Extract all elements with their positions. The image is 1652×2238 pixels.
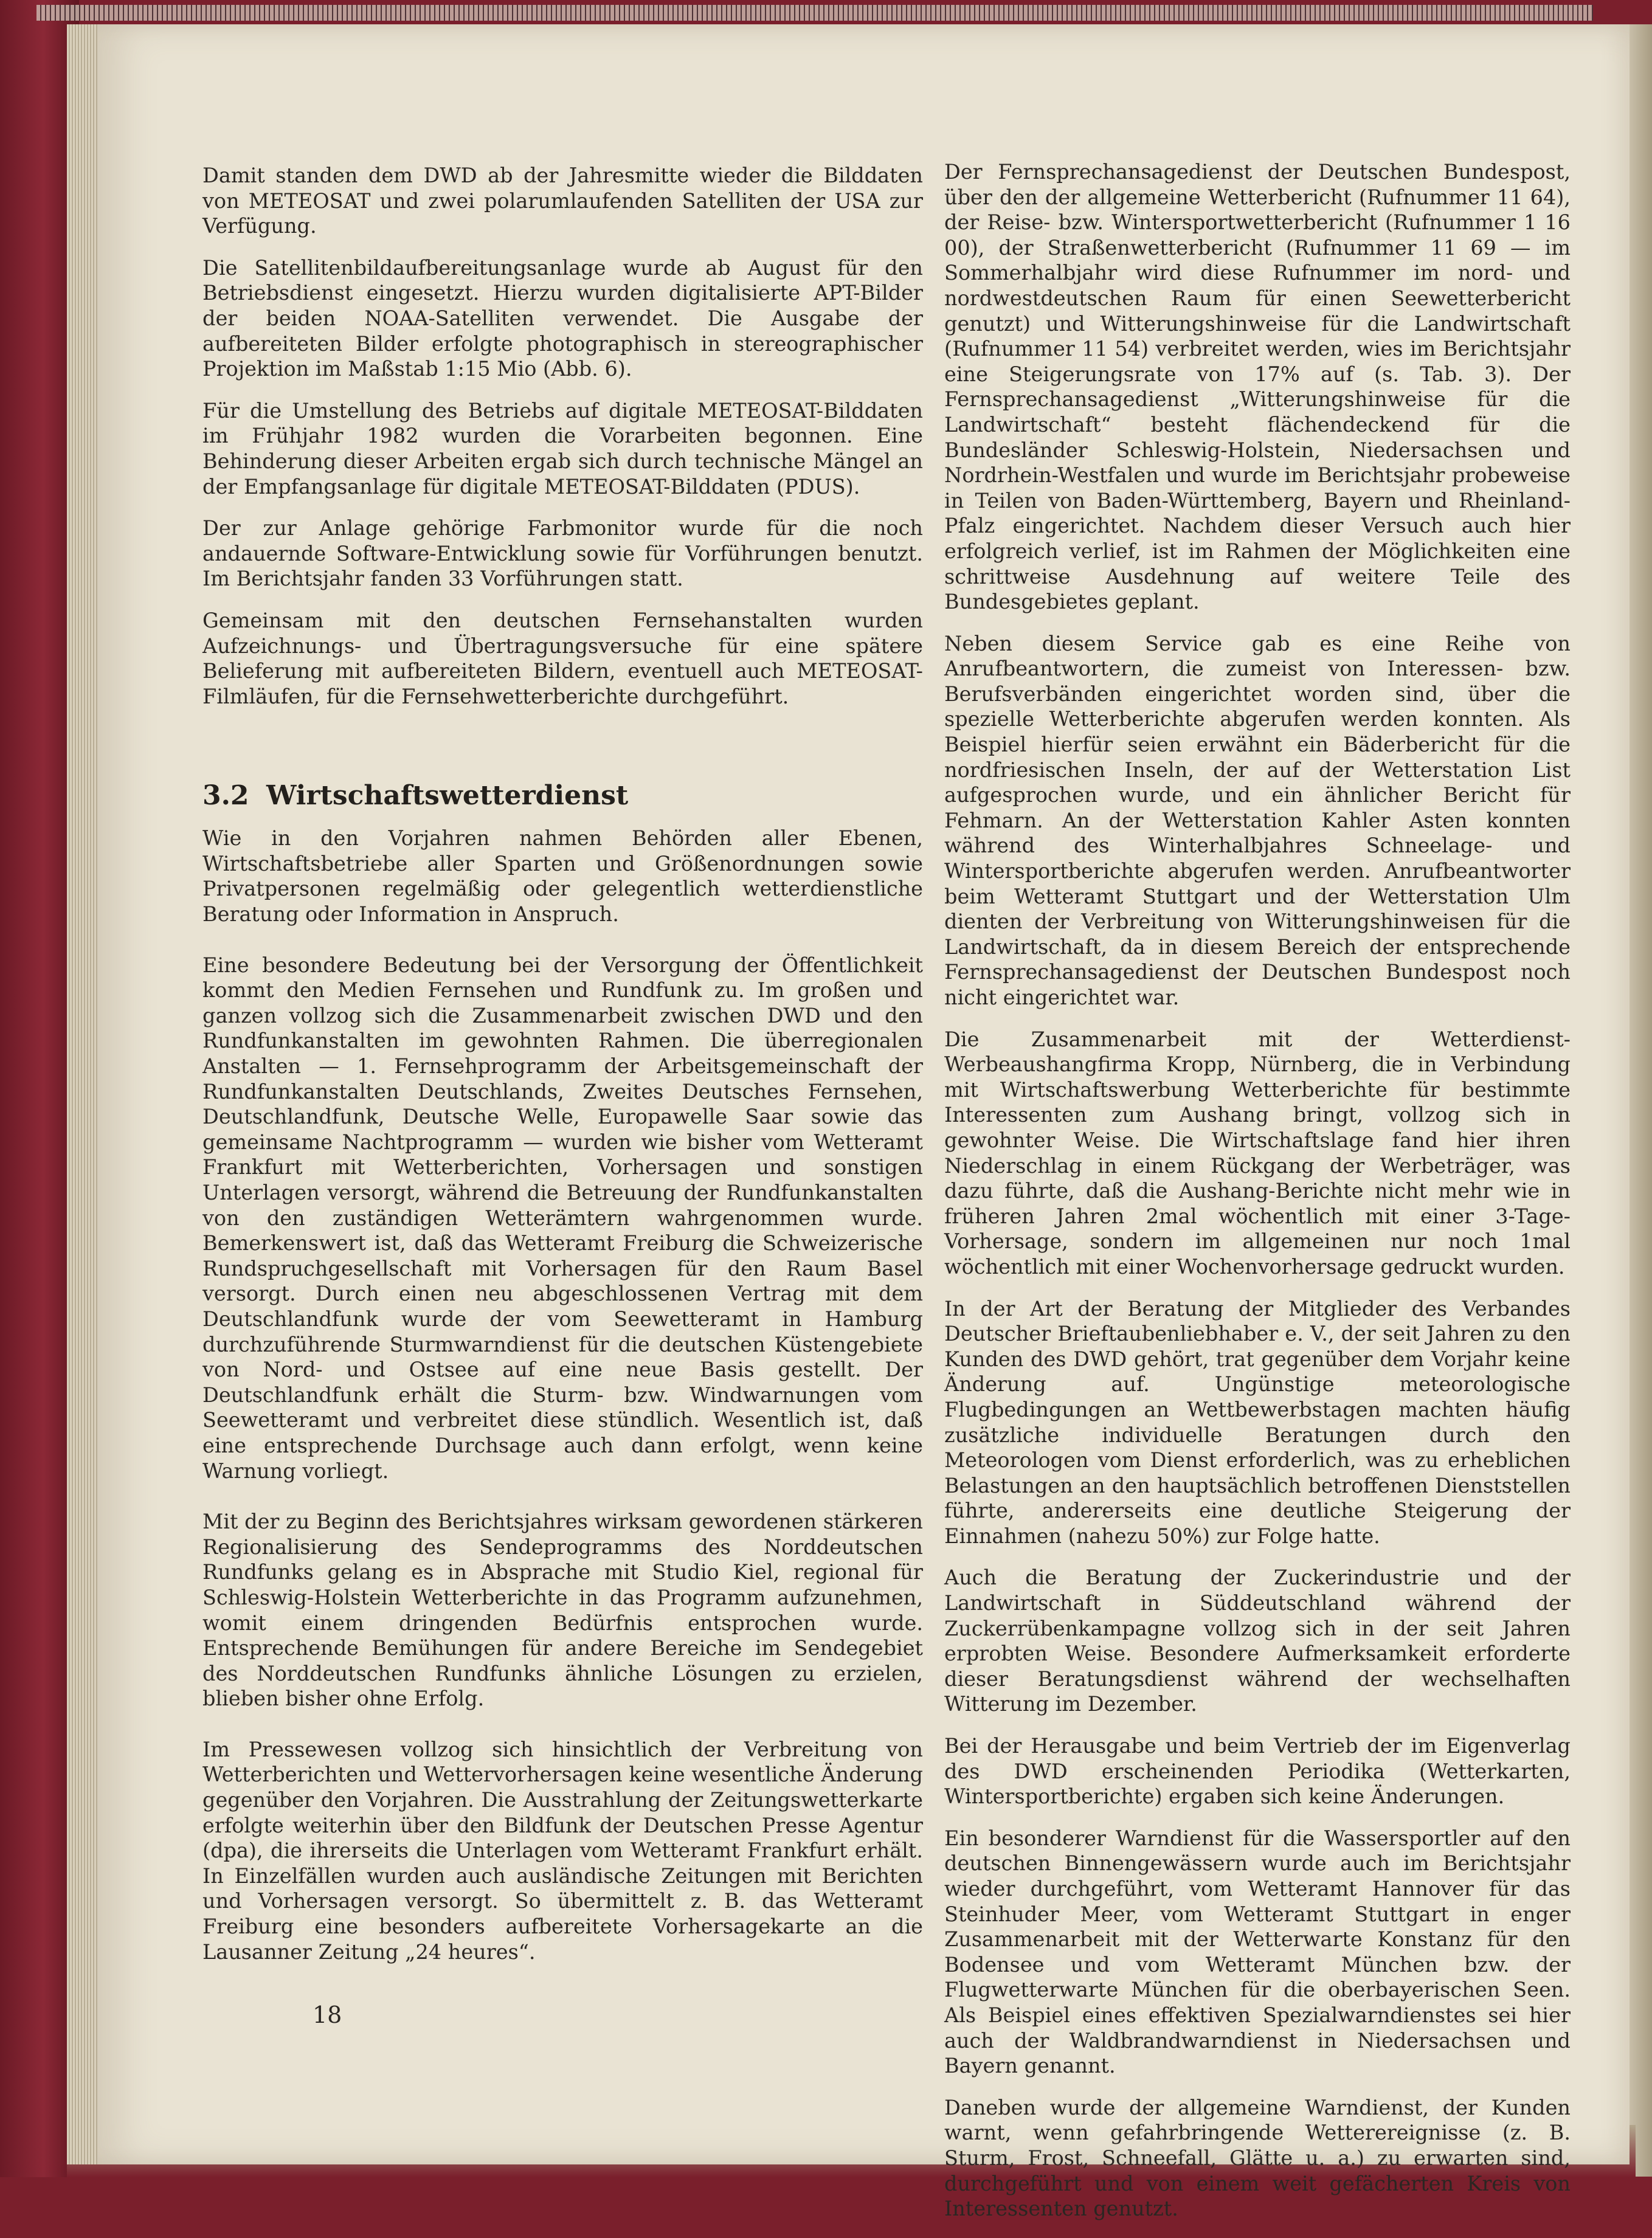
paragraph: Wie in den Vorjahren nahmen Behörden aller Ebenen, Wirtschaftsbetriebe aller Sparten und Größenordnungen sowie Privatpersonen regelmäßig oder gelegentlich wetterdienstliche Beratung oder Information in Anspruch. (202, 826, 923, 927)
paragraph: Die Zusammenarbeit mit der Wetterdienst-Werbeaushangfirma Kropp, Nürnberg, die in Verbindung mit Wirtschaftswerbung Wetterberichte für bestimmte Interessenten zum Aushang bringt, vollzog sich in gewohnter Weise. Die Wirtschaftslage fand hier ihren Niederschlag in einem Rückgang der Werbeträger, was dazu führte, daß die Aushang-Berichte nicht mehr wie in früheren Jahren 2mal wöchentlich mit einer 3-Tage-Vorhersage, sondern im allgemeinen nur noch 1mal wöchentlich mit einer Wochenvorhersage gedruckt wurden. (944, 1027, 1571, 1279)
section-number: 3.2 (202, 780, 249, 812)
paragraph: Für die Umstellung des Betriebs auf digitale METEOSAT-Bilddaten im Frühjahr 1982 wurden die Vorarbeiten begonnen. Eine Behinderung dieser Arbeiten ergab sich durch technische Mängel an der Empfangsanlage für digitale METEOSAT-Bilddaten (PDUS). (202, 398, 923, 499)
paragraph: In der Art der Beratung der Mitglieder des Verbandes Deutscher Brieftaubenliebhaber e. V., der seit Jahren zu den Kunden des DWD gehört, trat gegenüber dem Vorjahr keine Änderung auf. Ungünstige meteorologische Flugbedingungen an Wettbewerbstagen machten häufig zusätzliche individuelle Beratungen durch den Meteorologen vom Dienst erforderlich, was zu erheblichen Belastungen an den hauptsächlich betroffenen Dienststellen führte, andererseits eine deutliche Steigerung der Einnahmen (nahezu 50%) zur Folge hatte. (944, 1296, 1571, 1548)
section-title: Wirtschaftswetterdienst (266, 780, 629, 812)
scan-ruler (36, 5, 1593, 21)
paragraph: Ein besonderer Warndienst für die Wassersportler auf den deutschen Binnengewässern wurde auch im Berichtsjahr wieder durchgeführt, vom Wetteramt Hannover für das Steinhuder Meer, vom Wetteramt Stuttgart in enger Zusammenarbeit mit der Wetterwarte Konstanz für den Bodensee und vom Wetteramt München bzw. der Flugwetterwarte München für die oberbayerischen Seen. Als Beispiel eines effektiven Spezialwarndienstes sei hier auch der Waldbrandwarndienst in Niedersachsen und Bayern genannt. (944, 1826, 1571, 2078)
paragraph: Im Pressewesen vollzog sich hinsichtlich der Verbreitung von Wetterberichten und Wettervorhersagen keine wesentliche Änderung gegenüber den Vorjahren. Die Ausstrahlung der Zeitungswetterkarte erfolgte weiterhin über den Bildfunk der Deutschen Presse Agentur (dpa), die ihrerseits die Unterlagen vom Wetteramt Frankfurt erhält. In Einzelfällen wurden auch ausländische Zeitungen mit Berichten und Vorhersagen versorgt. So übermittelt z. B. das Wetteramt Freiburg eine besonders aufbereitete Vorhersagekarte an die Lausanner Zeitung „24 heures“. (202, 1737, 923, 1964)
paragraph: Die Satellitenbildaufbereitungsanlage wurde ab August für den Betriebsdienst eingesetzt. Hierzu wurden digitalisierte APT-Bilder der beiden NOAA-Satelliten verwendet. Die Ausgabe der aufbereiteten Bilder erfolgte photographisch in stereographischer Projektion im Maßstab 1:15 Mio (Abb. 6). (202, 255, 923, 381)
paragraph: Neben diesem Service gab es eine Reihe von Anrufbeantwortern, die zumeist von Interessen- bzw. Berufsverbänden eingerichtet worden sind, über die spezielle Wetterberichte abgerufen werden konnten. Als Beispiel hierfür seien erwähnt ein Bäderbericht für die nordfriesischen Inseln, der auf der Wetterstation List aufgesprochen wurde, und ein ähnlicher Bericht für Fehmarn. An der Wetterstation Kahler Asten konnten während des Winterhalbjahres Schneelage- und Wintersportberichte abgerufen werden. Anrufbeantworter beim Wetteramt Stuttgart und der Wetterstation Ulm dienten der Verbreitung von Witterungshinweisen für die Landwirtschaft, da in diesem Bereich der entsprechende Fernsprechansagedienst der Deutschen Bundespost noch nicht eingerichtet war. (944, 631, 1571, 1009)
paragraph: Der zur Anlage gehörige Farbmonitor wurde für die noch andauernde Software-Entwicklung sowie für Vorführungen benutzt. Im Berichtsjahr fanden 33 Vorführungen statt. (202, 516, 923, 591)
left-text-column (202, 163, 923, 1981)
right-text-column (944, 159, 1571, 2238)
paragraph: Gemeinsam mit den deutschen Fernsehanstalten wurden Aufzeichnungs- und Übertragungsversuche für eine spätere Belieferung mit aufbereiteten Bildern, eventuell auch METEOSAT-Filmläufen, für die Fernsehwetterberichte durchgeführt. (202, 608, 923, 708)
paragraph: Auch die Beratung der Zuckerindustrie und der Landwirtschaft in Süddeutschland während der Zuckerrübenkampagne vollzog sich in der seit Jahren erprobten Weise. Besondere Aufmerksamkeit erforderte dieser Beratungsdienst während der wechselhaften Witterung im Dezember. (944, 1566, 1571, 1716)
paragraph: Eine besondere Bedeutung bei der Versorgung der Öffentlichkeit kommt den Medien Fernsehen und Rundfunk zu. Im großen und ganzen vollzog sich die Zusammenarbeit zwischen DWD und den Rundfunkanstalten im gewohnten Rahmen. Die überregionalen Anstalten — 1. Fernsehprogramm der Arbeitsgemeinschaft der Rundfunkanstalten Deutschlands, Zweites Deutsches Fernsehen, Deutschlandfunk, Deutsche Welle, Europawelle Saar sowie das gemeinsame Nachtprogramm — wurden wie bisher vom Wetteramt Frankfurt mit Wetterberichten, Vorhersagen und sonstigen Unterlagen versorgt, während die Betreuung der Rundfunkanstalten von den zuständigen Wetterämtern wahrgenommen wurde. Bemerkenswert ist, daß das Wetteramt Freiburg die Schweizerische Rundspruchgesellschaft mit Vorhersagen für den Raum Basel versorgt. Durch einen neu abgeschlossenen Vertrag mit dem Deutschlandfunk wurde der vom Seewetteramt in Hamburg durchzuführende Sturmwarndienst für die deutschen Küstengebiete von Nord- und Ostsee auf eine neue Basis gestellt. Der Deutschlandfunk erhält die Sturm- bzw. Windwarnungen vom Seewetteramt und verbreitet diese stündlich. Wesentlich ist, daß eine entsprechende Durchsage auch dann erfolgt, wenn keine Warnung vorliegt. (202, 953, 923, 1483)
paragraph: Mit der zu Beginn des Berichtsjahres wirksam gewordenen stärkeren Regionalisierung des Sendeprogramms des Norddeutschen Rundfunks gelang es in Absprache mit Studio Kiel, regional für Schleswig-Holstein Wetterberichte in das Programm aufzunehmen, womit einem dringenden Bedürfnis entsprochen wurde. Entsprechende Bemühungen für andere Bereiche im Sendegebiet des Norddeutschen Rundfunks ähnliche Lösungen zu erzielen, blieben bisher ohne Erfolg. (202, 1510, 923, 1711)
paragraph: Der Fernsprechansagedienst der Deutschen Bundespost, über den der allgemeine Wetterbericht (Rufnummer 11 64), der Reise- bzw. Wintersportwetterbericht (Rufnummer 1 16 00), der Straßenwetterbericht (Rufnummer 11 69 — im Sommerhalbjahr wird diese Rufnummer im nord- und nordwestdeutschen Raum für einen Seewetterbericht genutzt) und Witterungshinweise für die Landwirtschaft (Rufnummer 11 54) verbreitet werden, wies im Berichtsjahr eine Steigerungsrate von 17% auf (s. Tab. 3). Der Fernsprechansagedienst „Witterungshinweise für die Landwirtschaft“ besteht flächendeckend für die Bundesländer Schleswig-Holstein, Niedersachsen und Nordrhein-Westfalen und wurde im Berichtsjahr probeweise in Teilen von Baden-Württemberg, Bayern und Rheinland-Pfalz eingerichtet. Nachdem dieser Versuch auch hier erfolgreich verlief, ist im Rahmen der Möglichkeiten eine schrittweise Ausdehnung auf weitere Teile des Bundesgebietes geplant. (944, 160, 1571, 614)
page-number: 18 (313, 2001, 342, 2028)
paragraph: Daneben wurde der allgemeine Warndienst, der Kunden warnt, wenn gefahrbringende Wetterereignisse (z. B. Sturm, Frost, Schneefall, Glätte u. a.) zu erwarten sind, durchgeführt und von einem weit gefächerten Kreis von Interessenten genutzt. (944, 2095, 1571, 2221)
paragraph: Damit standen dem DWD ab der Jahresmitte wieder die Bilddaten von METEOSAT und zwei polarumlaufenden Satelliten der USA zur Verfügung. (202, 164, 923, 238)
paragraph: Bei der Herausgabe und beim Vertrieb der im Eigenverlag des DWD erscheinenden Periodika (Wetterkarten, Wintersportberichte) ergaben sich keine Änderungen. (944, 1734, 1571, 1809)
section-heading (202, 781, 923, 811)
